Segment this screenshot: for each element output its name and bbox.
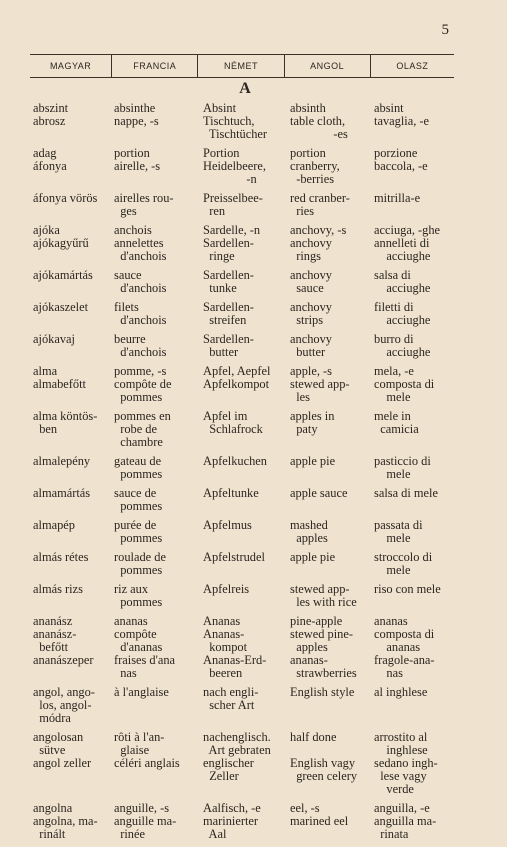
entry-hungarian: almalepény <box>33 455 91 468</box>
entry-hungarian: angolosan sütve angol zeller <box>33 731 92 770</box>
page-number: 5 <box>441 22 449 38</box>
entry-italian: mela, -e composta di mele <box>374 365 435 404</box>
entry-hungarian: alma köntös- ben <box>33 410 98 436</box>
dictionary-entries <box>33 102 463 847</box>
entry-german: Sardellen- streifen <box>203 301 254 327</box>
entry-italian: mitrilla-e <box>374 192 421 205</box>
entry-german: Apfel im Schlafrock <box>203 410 263 436</box>
entry-french: sauce de pommes <box>114 487 163 513</box>
entry-row <box>33 686 463 725</box>
entry-english: half done English vagy green celery <box>290 731 358 783</box>
column-header-english: ANGOL <box>285 55 371 77</box>
entry-row <box>33 301 463 327</box>
entry-italian: al inghlese <box>374 686 428 699</box>
entry-hungarian: abszint abrosz <box>33 102 69 128</box>
entry-hungarian: áfonya vörös <box>33 192 98 205</box>
entry-german: Apfel, Aepfel Apfelkompot <box>203 365 271 391</box>
entry-italian: passata di mele <box>374 519 423 545</box>
entry-row <box>33 731 463 796</box>
entry-italian: ananas composta di ananas fragole-ana- nas <box>374 615 435 680</box>
entry-german: Apfelreis <box>203 583 250 596</box>
entry-row <box>33 583 463 609</box>
entry-hungarian: ajóka ajókagyűrű <box>33 224 89 250</box>
entry-german: nachenglisch. Art gebraten englischer Zeller <box>203 731 271 783</box>
entry-hungarian: ajókamártás <box>33 269 93 282</box>
entry-german: Preisselbee- ren <box>203 192 263 218</box>
entry-english: absinth table cloth, -es <box>290 102 348 141</box>
entry-hungarian: angol, ango- los, angol- módra <box>33 686 95 725</box>
entry-english: apple, -s stewed app- les <box>290 365 350 404</box>
entry-row <box>33 615 463 680</box>
entry-german: Aalfisch, -e marinierter Aal <box>203 802 261 841</box>
entry-hungarian: ajókaszelet <box>33 301 89 314</box>
entry-hungarian: ananász ananász- befőtt ananászeper <box>33 615 94 667</box>
entry-german: Apfelstrudel <box>203 551 265 564</box>
entry-german: Sardellen- tunke <box>203 269 254 295</box>
entry-italian: pasticcio di mele <box>374 455 431 481</box>
entry-italian: absint tavaglia, -e <box>374 102 430 128</box>
entry-french: anguille, -s anguille ma- rinée <box>114 802 177 841</box>
column-header-hungarian: MAGYAR <box>30 55 112 77</box>
entry-french: pommes en robe de chambre <box>114 410 171 449</box>
entry-italian: riso con mele <box>374 583 441 596</box>
entry-english: apple pie <box>290 455 336 468</box>
entry-german: Portion Heidelbeere, -n <box>203 147 266 186</box>
entry-row <box>33 455 463 481</box>
entry-english: eel, -s marined eel <box>290 802 349 828</box>
entry-row <box>33 269 463 295</box>
entry-french: roulade de pommes <box>114 551 166 577</box>
entry-row <box>33 802 463 841</box>
entry-german: Ananas Ananas- kompot Ananas-Erd- beeren <box>203 615 267 680</box>
entry-german: Sardelle, -n Sardellen- ringe <box>203 224 261 263</box>
entry-italian: filetti di acciughe <box>374 301 431 327</box>
entry-french: riz aux pommes <box>114 583 163 609</box>
entry-italian: acciuga, -ghe annelleti di acciughe <box>374 224 441 263</box>
entry-german: nach engli- scher Art <box>203 686 259 712</box>
entry-row <box>33 551 463 577</box>
column-header-german: NÉMET <box>198 55 284 77</box>
entry-french: filets d'anchois <box>114 301 167 327</box>
entry-german: Apfelmus <box>203 519 252 532</box>
column-header-italian: OLASZ <box>396 61 429 71</box>
entry-italian: stroccolo di mele <box>374 551 433 577</box>
entry-english: pine-apple stewed pine- apples ananas- strawberries <box>290 615 357 680</box>
entry-hungarian: alma almabefőtt <box>33 365 86 391</box>
entry-italian: burro di acciughe <box>374 333 431 359</box>
entry-hungarian: almapép <box>33 519 75 532</box>
entry-italian: mele in camicia <box>374 410 419 436</box>
entry-english: apple sauce <box>290 487 348 500</box>
entry-hungarian: almás rizs <box>33 583 83 596</box>
entry-french: purée de pommes <box>114 519 163 545</box>
entry-english: red cranber- ries <box>290 192 350 218</box>
entry-english: portion cranberry, -berries <box>290 147 340 186</box>
entry-english: mashed apples <box>290 519 328 545</box>
entry-hungarian: almamártás <box>33 487 91 500</box>
column-header <box>30 54 454 78</box>
entry-english: stewed app- les with rice <box>290 583 357 609</box>
entry-german: Apfelkuchen <box>203 455 267 468</box>
entry-english: anchovy, -s anchovy rings <box>290 224 347 263</box>
entry-english: anchovy sauce <box>290 269 332 295</box>
entry-french: pomme, -s compôte de pommes <box>114 365 172 404</box>
column-header-french: FRANCIA <box>112 55 198 77</box>
entry-italian: arrostito al inghlese sedano ingh- lese vagy verde <box>374 731 438 796</box>
entry-row <box>33 410 463 449</box>
entry-french: absinthe nappe, -s <box>114 102 159 128</box>
entry-german: Apfeltunke <box>203 487 259 500</box>
entry-hungarian: angolna angolna, ma- rinált <box>33 802 98 841</box>
entry-german: Absint Tischtuch, Tischtücher <box>203 102 268 141</box>
entry-italian: salsa di mele <box>374 487 438 500</box>
entry-italian: anguilla, -e anguilla ma- rinata <box>374 802 437 841</box>
entry-row <box>33 224 463 263</box>
entry-row <box>33 519 463 545</box>
entry-french: portion airelle, -s <box>114 147 161 173</box>
entry-row <box>33 365 463 404</box>
entry-english: anchovy butter <box>290 333 332 359</box>
entry-italian: porzione baccola, -e <box>374 147 428 173</box>
entry-french: gateau de pommes <box>114 455 163 481</box>
entry-french: beurre d'anchois <box>114 333 167 359</box>
entry-row <box>33 102 463 141</box>
entry-french: à l'anglaise <box>114 686 169 699</box>
entry-english: anchovy strips <box>290 301 332 327</box>
entry-english: apple pie <box>290 551 336 564</box>
entry-french: airelles rou- ges <box>114 192 174 218</box>
entry-row <box>33 333 463 359</box>
entry-hungarian: ajókavaj <box>33 333 75 346</box>
section-letter: A <box>239 80 251 97</box>
entry-english: English style <box>290 686 355 699</box>
entry-italian: salsa di acciughe <box>374 269 431 295</box>
entry-french: ananas compôte d'ananas fraises d'ana nas <box>114 615 176 680</box>
entry-french: rôti à l'an- glaise céléri anglais <box>114 731 180 770</box>
entry-row <box>33 192 463 218</box>
entry-row <box>33 487 463 513</box>
entry-german: Sardellen- butter <box>203 333 254 359</box>
entry-french: sauce d'anchois <box>114 269 167 295</box>
entry-english: apples in paty <box>290 410 335 436</box>
entry-hungarian: adag áfonya <box>33 147 67 173</box>
entry-french: anchois annelettes d'anchois <box>114 224 167 263</box>
entry-row <box>33 147 463 186</box>
entry-hungarian: almás rétes <box>33 551 89 564</box>
